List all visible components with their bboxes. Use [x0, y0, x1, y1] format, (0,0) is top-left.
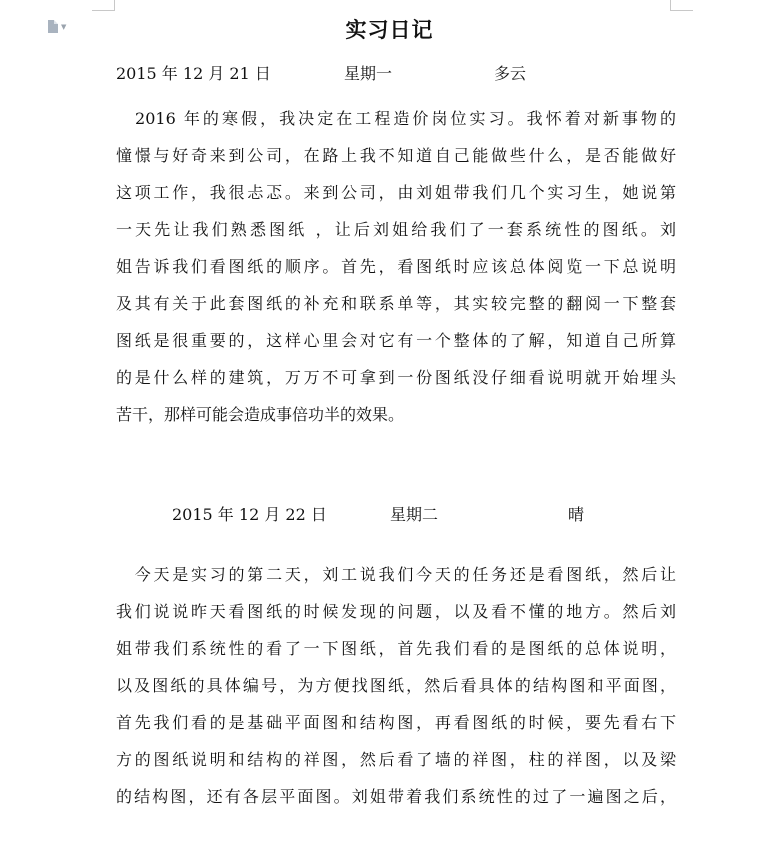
text-line: 憧憬与好奇来到公司，在路上我不知道自己能做些什么，是否能做好: [116, 146, 676, 165]
text-line: 一天先让我们熟悉图纸 ，让后刘姐给我们了一套系统性的图纸。刘: [116, 220, 676, 239]
text-line: 的是什么样的建筑，万万不可拿到一份图纸没仔细看说明就开始埋头: [116, 368, 676, 387]
text-line: 图纸是很重要的，这样心里会对它有一个整体的了解，知道自己所算: [116, 331, 676, 350]
entry-header-1: [116, 61, 676, 83]
page-corner-mark-right: [670, 0, 693, 11]
entry-weekday: 星期二: [390, 505, 439, 524]
entry-date: 2015 年 12 月 21 日: [116, 64, 271, 83]
chevron-down-icon: ▼: [61, 22, 67, 31]
page-title: 实习日记: [345, 17, 434, 42]
text-line: 这项工作，我很忐忑。来到公司，由刘姐带我们几个实习生，她说第: [116, 183, 676, 202]
text-line: 2016 年的寒假，我决定在工程造价岗位实习。我怀着对新事物的: [116, 109, 676, 128]
text-line: 姐告诉我们看图纸的顺序。首先，看图纸时应该总体阅览一下总说明: [116, 257, 676, 276]
text-line: 今天是实习的第二天，刘工说我们今天的任务还是看图纸，然后让: [116, 565, 676, 584]
text-line: 方的图纸说明和结构的祥图，然后看了墙的祥图，柱的祥图，以及梁: [116, 750, 676, 769]
entry-header-2: [172, 502, 672, 524]
page-corner-mark-left: [92, 0, 115, 11]
entry-weather: 多云: [494, 64, 527, 83]
text-line: 的结构图，还有各层平面图。刘姐带着我们系统性的过了一遍图之后，: [116, 787, 676, 806]
text-line: 苦干，那样可能会造成事倍功半的效果。: [116, 405, 405, 424]
text-line: 及其有关于此套图纸的补充和联系单等，其实较完整的翻阅一下整套: [116, 294, 676, 313]
text-line: 以及图纸的具体编号，为方便找图纸，然后看具体的结构图和平面图，: [116, 676, 676, 695]
text-line: 我们说说昨天看图纸的时候发现的问题，以及看不懂的地方。然后刘: [116, 602, 676, 621]
entry-weekday: 星期一: [344, 64, 393, 83]
entry-body-2: [116, 556, 676, 815]
entry-body-1: [116, 100, 676, 433]
entry-date: 2015 年 12 月 22 日: [172, 505, 327, 524]
entry-weather: 晴: [568, 505, 585, 524]
text-line: 首先我们看的是基础平面图和结构图，再看图纸的时候，要先看右下: [116, 713, 676, 732]
text-line: 姐带我们系统性的看了一下图纸，首先我们看的是图纸的总体说明，: [116, 639, 676, 658]
